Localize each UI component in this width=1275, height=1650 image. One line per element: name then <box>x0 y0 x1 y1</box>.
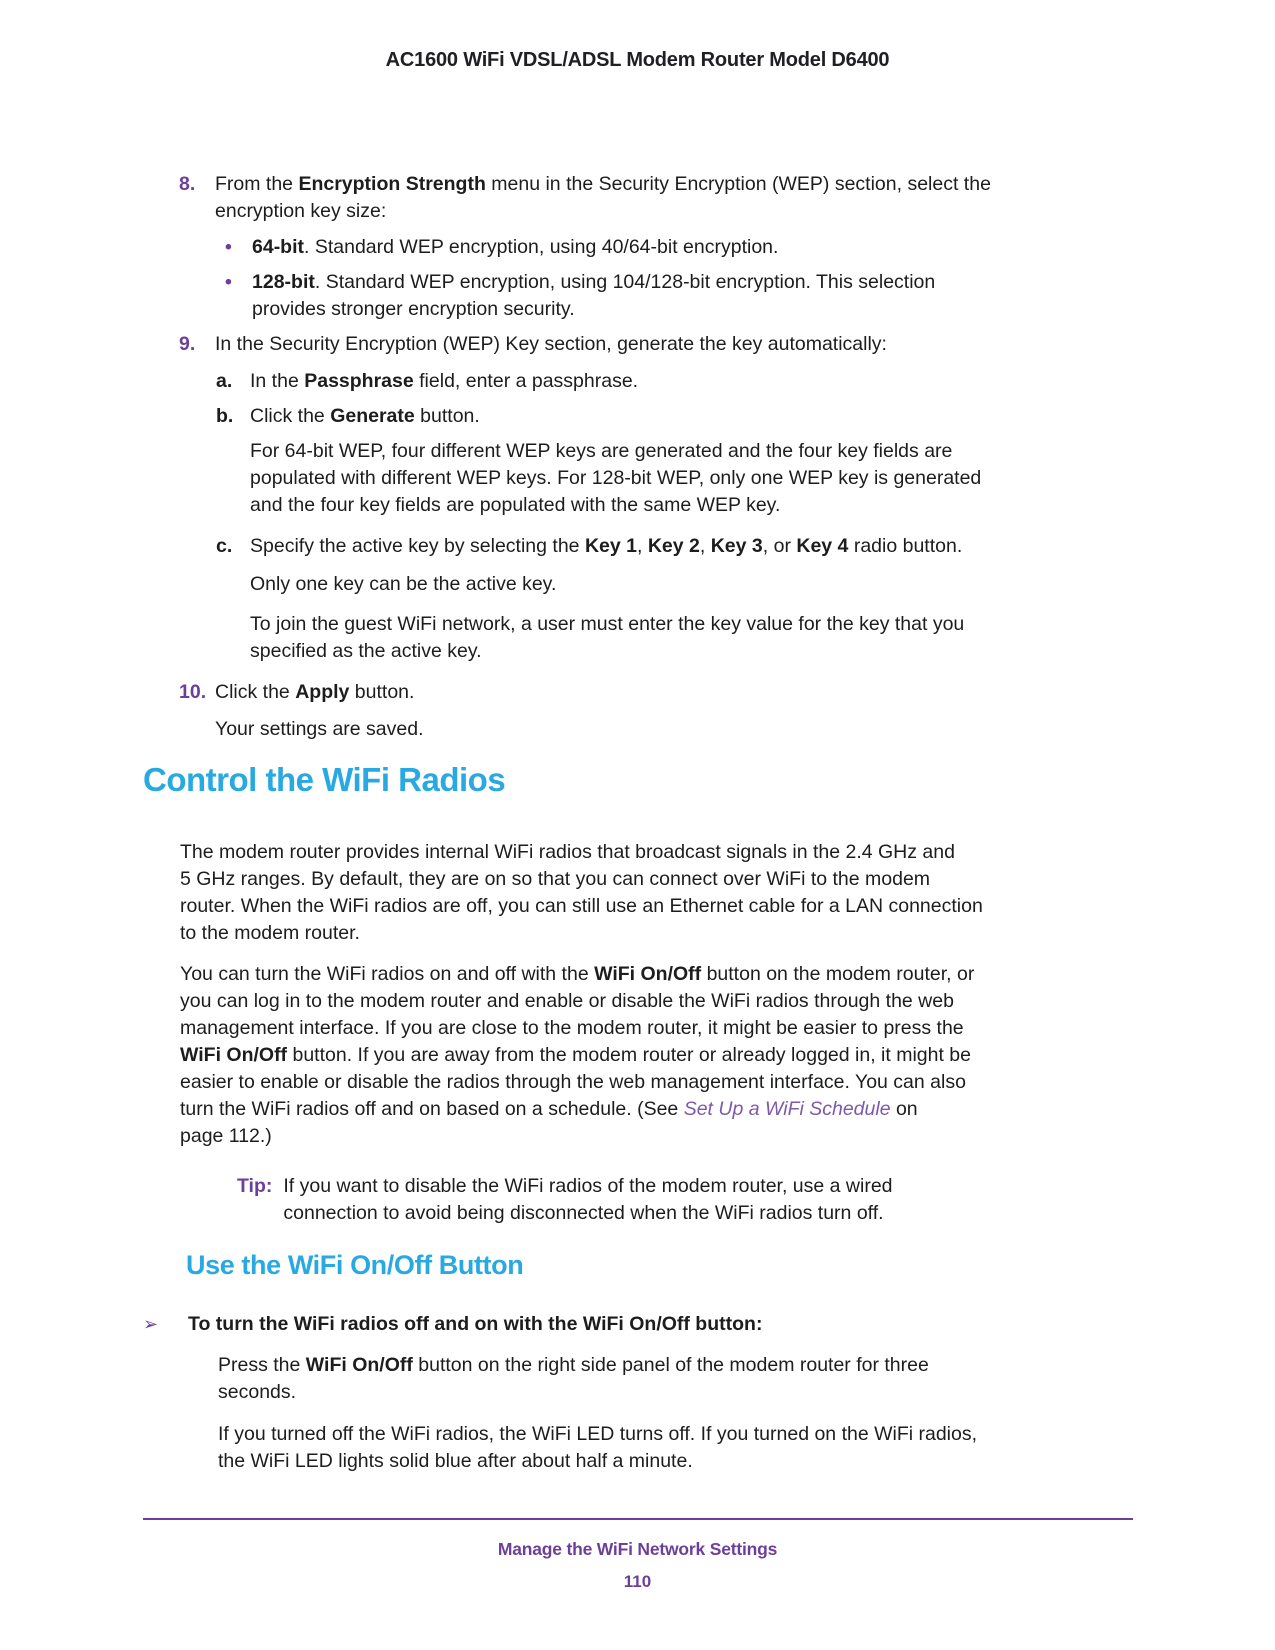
text-run: If you want to disable the WiFi radios of the modem router, use a wired <box>283 1175 893 1197</box>
text-run: router. When the WiFi radios are off, you can still use an Ethernet cable for a LAN connection <box>180 895 983 917</box>
text-run: 64-bit <box>252 236 305 258</box>
procedure-heading-text <box>188 1311 1143 1338</box>
text-run: populated with different WEP keys. For 128-bit WEP, only one WEP key is generated <box>250 467 982 489</box>
step-9 <box>179 331 1119 358</box>
section-paragraph-2 <box>180 961 1110 1150</box>
bullet-icon: • <box>225 236 232 258</box>
page-header <box>0 47 1275 74</box>
text-run: menu in the Security Encryption (WEP) section, select the <box>485 173 991 195</box>
text-run: specified as the active key. <box>250 640 482 662</box>
text-run: The modem router provides internal WiFi radios that broadcast signals in the 2.4 GHz and <box>180 841 955 863</box>
procedure-heading <box>143 1311 1143 1338</box>
text-run: seconds. <box>218 1381 297 1403</box>
text-run: Key 1 <box>584 535 637 557</box>
text-run: WiFi On/Off <box>180 1044 288 1066</box>
substep-a <box>216 368 1119 395</box>
text-run: Your settings are saved. <box>215 718 424 740</box>
footer-page-number: 110 <box>623 1572 652 1591</box>
text-run: If you turned off the WiFi radios, the WiFi LED turns off. If you turned on the WiFi radios, <box>218 1423 978 1445</box>
text-run: field, enter a passphrase. <box>413 370 639 392</box>
substep-c <box>216 533 1119 560</box>
text-run: Click the <box>215 681 296 703</box>
text-run: button. If you are away from the modem router or already logged in, it might be <box>287 1044 972 1066</box>
section-paragraph-1 <box>180 839 1110 947</box>
substep-a-letter: a. <box>216 370 233 392</box>
procedure-arrow-icon: ➢ <box>143 1314 159 1334</box>
text-run: turn the WiFi radios off and on based on a schedule. (See <box>180 1098 684 1120</box>
step-9-number: 9. <box>179 333 196 355</box>
text-run: In the <box>250 370 305 392</box>
text-run: , or <box>762 535 797 557</box>
text-run: In the Security Encryption (WEP) Key section, generate the key automatically: <box>215 333 887 355</box>
text-run: , <box>636 535 648 557</box>
substep-c-letter: c. <box>216 535 233 557</box>
text-run: Press the <box>218 1354 306 1376</box>
text-run: Only one key can be the active key. <box>250 573 557 595</box>
procedure-step-text <box>218 1352 1148 1406</box>
text-run: Apply <box>295 681 350 703</box>
tip-text <box>283 1173 997 1227</box>
text-run: Key 2 <box>647 535 700 557</box>
step-10-result <box>215 716 1085 743</box>
text-run: WiFi On/Off <box>594 963 702 985</box>
bullet-64bit-text <box>252 234 1119 261</box>
tip-label: Tip: <box>237 1175 273 1197</box>
text-run: button on the right side panel of the modem router for three <box>412 1354 929 1376</box>
text-run: 5 GHz ranges. By default, they are on so that you can connect over WiFi to the modem <box>180 868 931 890</box>
text-run: easier to enable or disable the radios through the web management interface. You can also <box>180 1071 966 1093</box>
page-header-title: AC1600 WiFi VDSL/ADSL Modem Router Model D6400 <box>385 49 890 71</box>
text-run: button on the modem router, or <box>701 963 975 985</box>
text-run: . Standard WEP encryption, using 104/128-bit encryption. This selection <box>314 271 936 293</box>
substep-a-text <box>250 368 1119 395</box>
substep-b-paragraph <box>250 438 1100 519</box>
bullet-128bit <box>225 269 1119 323</box>
step-10-number: 10. <box>179 681 207 703</box>
text-run: Passphrase <box>304 370 414 392</box>
text-run: Specify the active key by selecting the <box>250 535 585 557</box>
step-10-text <box>215 679 1119 706</box>
procedure-result-text <box>218 1421 1148 1475</box>
text-run: provides stronger encryption security. <box>252 298 575 320</box>
text-run: For 64-bit WEP, four different WEP keys are generated and the four key fields are <box>250 440 953 462</box>
text-run: radio button. <box>848 535 963 557</box>
step-8-text <box>215 171 1119 225</box>
text-run: . Standard WEP encryption, using 40/64-bit encryption. <box>304 236 779 258</box>
tip-note <box>237 1173 997 1227</box>
footer-section-title: Manage the WiFi Network Settings <box>497 1539 778 1559</box>
text-run: 128-bit <box>252 271 315 293</box>
step-10 <box>179 679 1119 706</box>
text-run: Encryption Strength <box>298 173 486 195</box>
substep-b-letter: b. <box>216 405 234 427</box>
footer-rule <box>143 1518 1133 1520</box>
setup-steps-list <box>179 171 1119 743</box>
text-run: Click the <box>250 405 331 427</box>
step-8 <box>179 171 1119 225</box>
text-run: Key 4 <box>796 535 849 557</box>
text-run: Key 3 <box>710 535 763 557</box>
bullet-64bit <box>225 234 1119 261</box>
text-run: From the <box>215 173 299 195</box>
bullet-icon: • <box>225 271 232 293</box>
subsection-title: Use the WiFi On/Off Button <box>186 1250 524 1280</box>
text-run: to the modem router. <box>180 922 360 944</box>
text-run: connection to avoid being disconnected when the WiFi radios turn off. <box>283 1202 884 1224</box>
text-run: , <box>699 535 711 557</box>
substep-c-paragraph-2 <box>250 611 1100 665</box>
text-run: the WiFi LED lights solid blue after about half a minute. <box>218 1450 693 1472</box>
text-run: WiFi On/Off <box>305 1354 413 1376</box>
text-run: management interface. If you are close to the modem router, it might be easier to press the <box>180 1017 964 1039</box>
text-run: you can log in to the modem router and enable or disable the WiFi radios through the web <box>180 990 954 1012</box>
text-run: button. <box>349 681 415 703</box>
substep-b-text <box>250 403 1119 430</box>
substep-c-text <box>250 533 1119 560</box>
text-run: You can turn the WiFi radios on and off with the <box>180 963 595 985</box>
text-run: and the four key fields are populated with the same WEP key. <box>250 494 781 516</box>
text-run: Generate <box>330 405 415 427</box>
step-9-text <box>215 331 1119 358</box>
text-run: page 112.) <box>180 1125 272 1147</box>
bullet-128bit-text <box>252 269 1119 323</box>
substep-b <box>216 403 1119 430</box>
text-run: on <box>890 1098 918 1120</box>
text-run: To join the guest WiFi network, a user must enter the key value for the key that you <box>250 613 965 635</box>
text-run: button. <box>414 405 480 427</box>
text-run: encryption key size: <box>215 200 387 222</box>
text-run: To turn the WiFi radios off and on with the WiFi On/Off button: <box>188 1313 763 1335</box>
wifi-schedule-link[interactable]: Set Up a WiFi Schedule <box>683 1098 891 1120</box>
section-title: Control the WiFi Radios <box>143 761 506 798</box>
step-8-number: 8. <box>179 173 196 195</box>
substep-c-paragraph-1 <box>250 571 1100 598</box>
